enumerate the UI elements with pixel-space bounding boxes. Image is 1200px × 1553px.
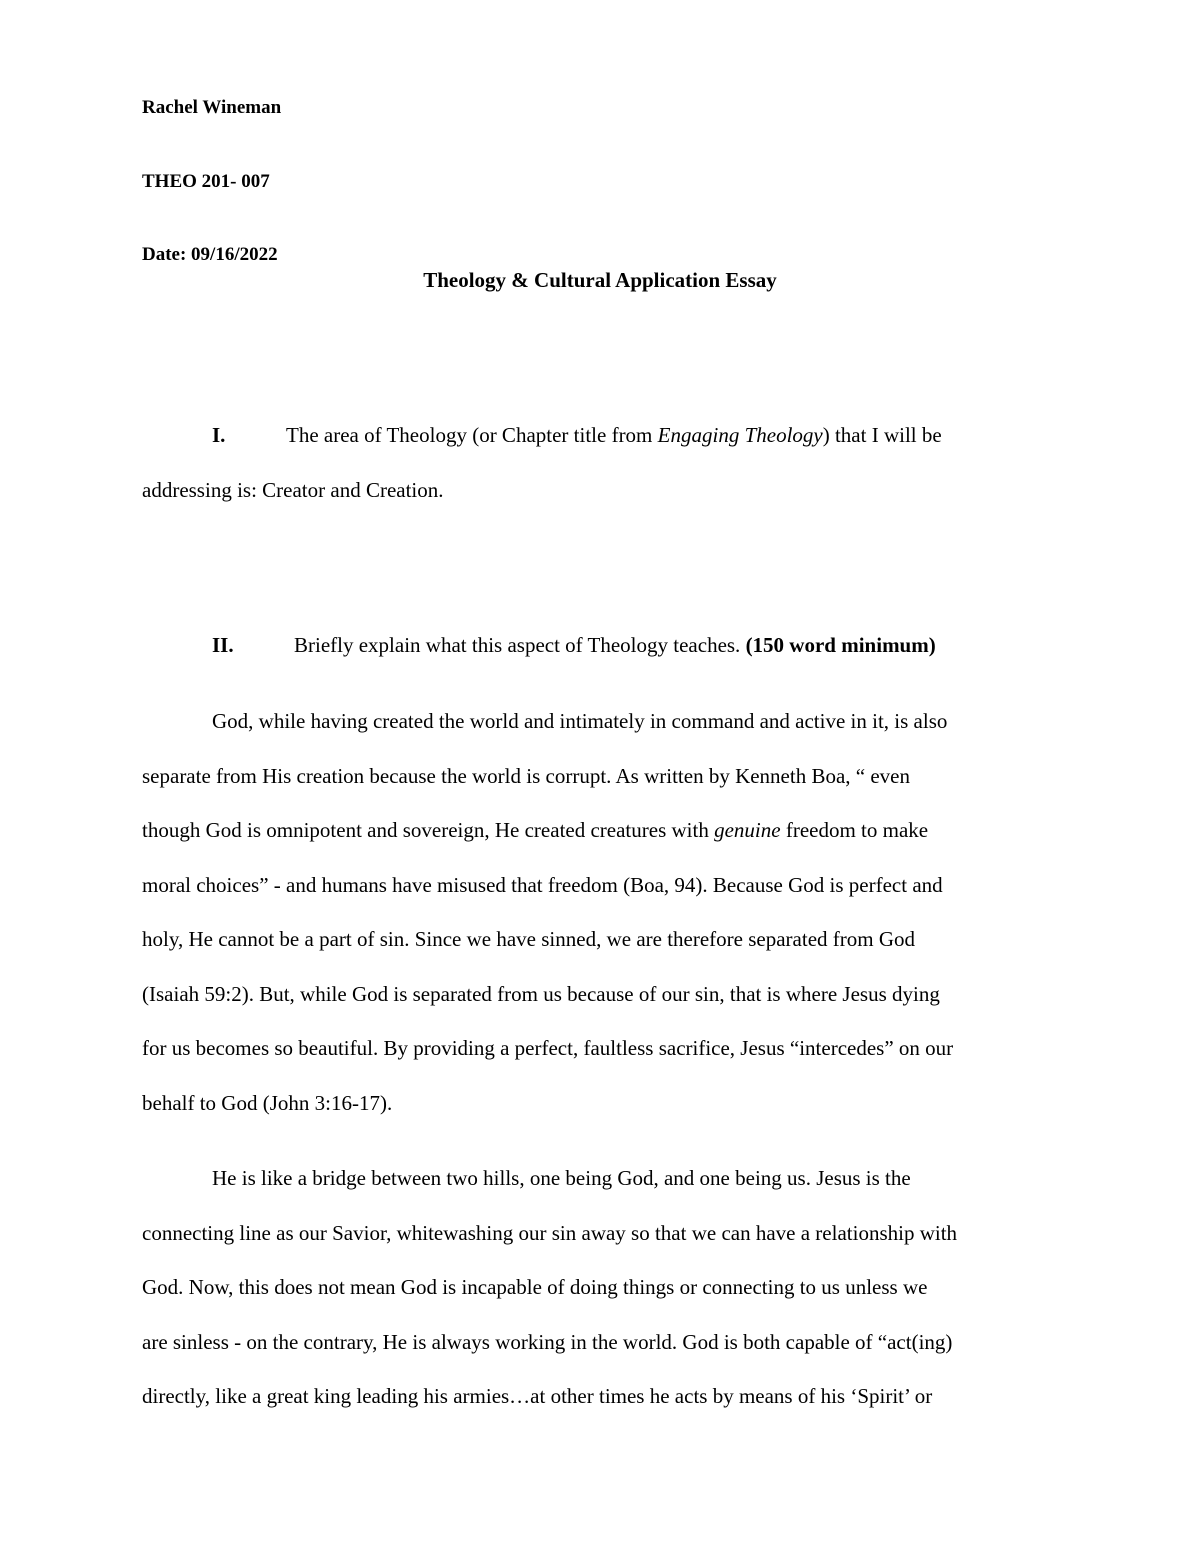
section-2-numeral: II.: [212, 633, 234, 657]
paragraph-1-line-1: God, while having created the world and intimately in command and active in it, is also: [212, 709, 948, 733]
section-2-line: [142, 618, 1062, 673]
section-1-text-post: ) that I will be: [822, 423, 942, 447]
section-1-book-title: Engaging Theology: [657, 423, 823, 447]
paragraph-1-line-4: moral choices” - and humans have misused that freedom (Boa, 94). Because God is perfect and: [142, 872, 943, 897]
paragraph-1-line-3-post: freedom to make: [780, 818, 929, 842]
paragraph-2-line-3: God. Now, this does not mean God is incapable of doing things or connecting to us unless we: [142, 1275, 928, 1299]
section-1-line-1: [142, 408, 1062, 463]
section-2-word-minimum: (150 word minimum): [745, 633, 936, 657]
essay-date: Date: 09/16/2022: [142, 244, 278, 265]
paragraph-1-line-5: holy, He cannot be a part of sin. Since we have sinned, we are therefore separated from God: [142, 927, 916, 951]
paragraph-2-line-4: are sinless - on the contrary, He is always working in the world. God is both capable of “act(ing): [142, 1329, 953, 1354]
paragraph-2: [142, 1151, 1058, 1424]
paragraph-1-line-3-pre: though God is omnipotent and sovereign, He created creatures with: [142, 818, 715, 842]
paragraph-1-line-8: behalf to God (John 3:16-17).: [142, 1090, 393, 1115]
paragraph-1: [142, 694, 1058, 1130]
course-code: THEO 201- 007: [142, 171, 270, 192]
paragraph-1-line-3: [142, 803, 1058, 858]
paragraph-1-line-7: for us becomes so beautiful. By providing a perfect, faultless sacrifice, Jesus “intercedes” on our: [142, 1036, 954, 1060]
genuine-emphasis: genuine: [714, 818, 781, 842]
section-1-numeral: I.: [212, 423, 226, 447]
paragraph-2-line-5: directly, like a great king leading his armies…at other times he acts by means of his ‘Spirit’ or: [142, 1384, 933, 1408]
section-1-line-2: addressing is: Creator and Creation.: [142, 477, 444, 502]
paragraph-2-line-2: connecting line as our Savior, whitewashing our sin away so that we can have a relationship with: [142, 1220, 958, 1245]
paragraph-1-line-2: separate from His creation because the world is corrupt. As written by Kenneth Boa, “ even: [142, 763, 910, 788]
section-1: [142, 408, 1062, 517]
author-name: Rachel Wineman: [142, 97, 282, 118]
paragraph-1-line-6: (Isaiah 59:2). But, while God is separated from us because of our sin, that is where Jesus dying: [142, 981, 940, 1006]
section-2: [142, 618, 1062, 673]
essay-title: Theology & Cultural Application Essay: [423, 268, 777, 292]
paragraph-2-line-1: He is like a bridge between two hills, one being God, and one being us. Jesus is the: [212, 1166, 911, 1190]
section-1-text-pre: The area of Theology (or Chapter title from: [286, 423, 658, 447]
section-2-prompt: Briefly explain what this aspect of Theology teaches.: [294, 633, 746, 657]
